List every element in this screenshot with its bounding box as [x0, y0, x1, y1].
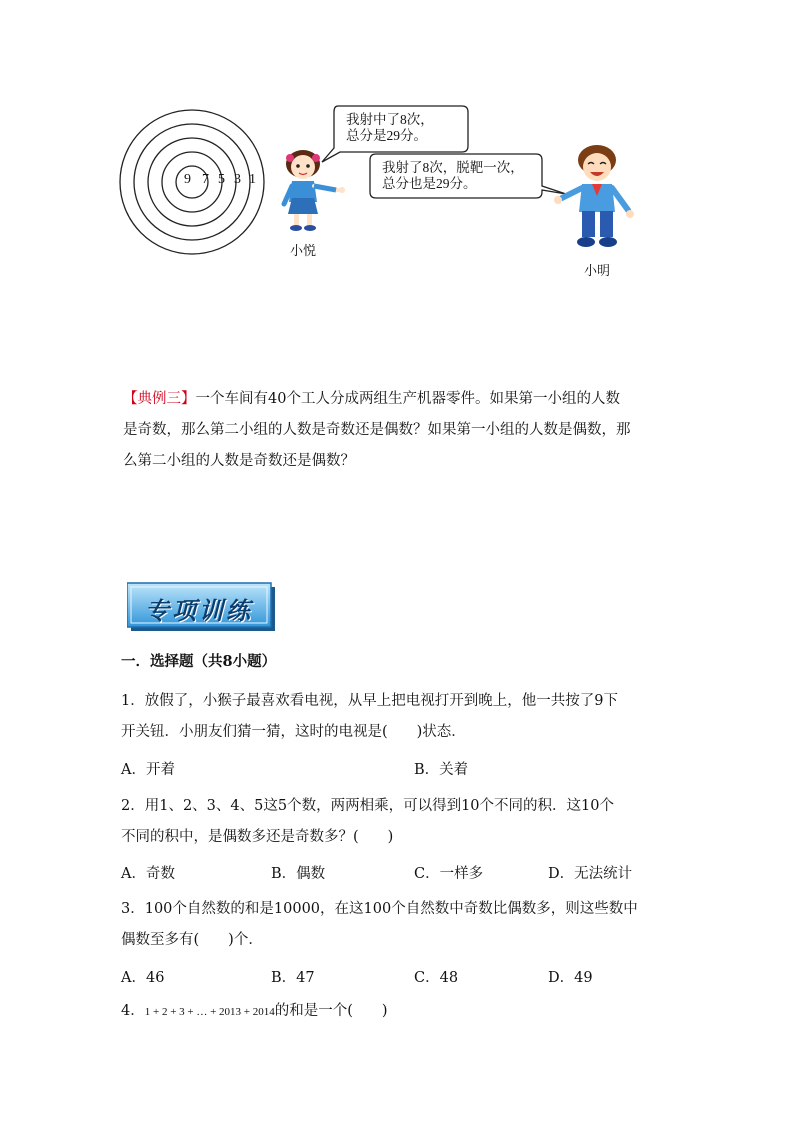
example-text: 一个车间有40个工人分成两组生产机器零件。如果第一小组的人数 — [195, 391, 620, 407]
q1-option-b[interactable]: B．关着 — [414, 762, 469, 778]
question-1 — [121, 686, 618, 748]
q2-option-a[interactable]: A．奇数 — [121, 866, 175, 882]
question-line: 3．100个自然数的和是10000，在这100个自然数中奇数比偶数多，则这些数中 — [121, 901, 638, 917]
math-expression: 1 + 2 + 3 + … + 2013 + 2014 — [144, 1006, 275, 1018]
boy-speech-line: 我射了8次，脱靶一次， — [382, 160, 524, 175]
boy-speech-text — [382, 160, 524, 192]
archery-target — [120, 110, 264, 254]
q3-option-c[interactable]: C．48 — [414, 970, 459, 986]
question-2 — [121, 791, 614, 853]
target-figure — [0, 0, 794, 300]
ring-label-3: 3 — [234, 172, 241, 187]
question-line: 2．用1、2、3、4、5这5个数，两两相乘，可以得到10个不同的积．这10个 — [121, 798, 614, 814]
girl-speech-line: 我射中了8次， — [346, 112, 434, 127]
question-line: 开关钮．小朋友们猜一猜，这时的电视是( )状态． — [121, 724, 466, 740]
ring-label-5: 5 — [218, 172, 225, 187]
ring-label-9: 9 — [184, 172, 191, 187]
section-heading: 一．选择题（共8小题） — [121, 653, 277, 670]
banner-title: 专项训练 — [145, 597, 253, 625]
question-3 — [121, 894, 638, 956]
girl-name-label: 小悦 — [290, 244, 317, 259]
q3-option-a[interactable]: A．46 — [121, 970, 165, 986]
girl-speech-text — [346, 112, 434, 144]
q2-option-b[interactable]: B．偶数 — [271, 866, 326, 882]
question-4 — [121, 1001, 388, 1022]
boy-speech-line: 总分也是29分。 — [382, 176, 477, 191]
q2-option-d[interactable]: D．无法统计 — [548, 866, 633, 882]
question-line: 偶数至多有( )个． — [121, 932, 263, 948]
example-line-2: 是奇数，那么第二小组的人数是奇数还是偶数？如果第一小组的人数是偶数，那 — [123, 422, 631, 438]
q3-option-b[interactable]: B．47 — [271, 970, 315, 986]
girl-speech-line: 总分是29分。 — [346, 128, 427, 143]
girl-illustration — [284, 150, 345, 231]
boy-illustration — [554, 145, 634, 247]
ring-label-1: 1 — [249, 172, 256, 187]
example-tag: 【典例三】 — [123, 391, 196, 407]
q2-option-c[interactable]: C．一样多 — [414, 866, 484, 882]
q1-option-a[interactable]: A．开着 — [121, 762, 175, 778]
question-line: 1．放假了，小猴子最喜欢看电视，从早上把电视打开到晚上，他一共按了9下 — [121, 693, 618, 709]
question-number: 4． — [121, 1003, 145, 1019]
boy-name-label: 小明 — [584, 264, 611, 279]
ring-label-7: 7 — [202, 172, 209, 187]
question-tail: 的和是一个( ) — [274, 1003, 388, 1019]
example-line-3: 么第二小组的人数是奇数还是偶数？ — [123, 453, 355, 469]
example-three — [123, 384, 631, 477]
q3-option-d[interactable]: D．49 — [548, 970, 593, 986]
question-line: 不同的积中，是偶数多还是奇数多？( ) — [121, 829, 394, 845]
example-line-1 — [123, 384, 631, 415]
